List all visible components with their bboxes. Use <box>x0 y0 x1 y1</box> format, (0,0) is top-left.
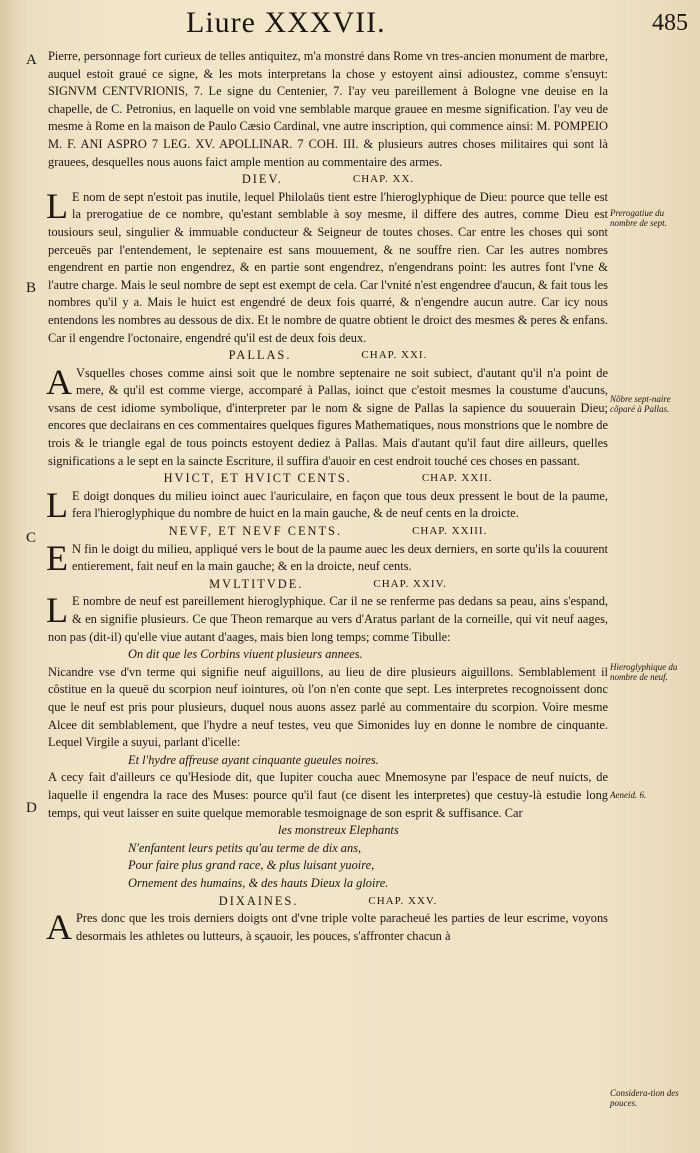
margin-note-pallas: Nõbre sept-naire cõparé à Pallas. <box>610 394 671 414</box>
paragraph-dixaines <box>46 907 608 948</box>
paragraph-neuf <box>46 537 608 578</box>
paragraph-text: Vsquelles choses comme ainsi soit que le nombre septenaire ne soit subiect, d'autant qu'il n'a point de mere, & qu'il est comme vierge, accomparé à Pallas, ioinct que c'estoit mesmes la coustume d'aucuns, vsans de cest idiome symbolique, d'interpreter par le nom & signe de Pallas la sapience du souuerain Dieu; encores que declairans en ces commentaires quelques figures Mathematiques, nous monstrions que le nombre de trois & le triangle egal de tous poincts estoyent dediez à Pallas. Mais d'autant qu'il faut dire ailleurs, quelles significations a le sept en la saincte Escriture, il suffira d'auoir en cest endroit touché ces choses en passant. <box>48 365 608 468</box>
margin-note-aeneid: Aeneid. 6. <box>610 790 647 800</box>
paragraph-multitude <box>46 590 608 646</box>
verse-virgile: Et l'hydre affreuse ayant cinquante gueules noires. <box>128 752 379 767</box>
heading-chapter: CHAP. XXII. <box>421 472 493 485</box>
paragraph-pallas <box>46 361 608 471</box>
paragraph-text: E doigt donques du milieu ioinct auec l'auriculaire, en façon que tous deux pressent le bout de la paume, fera l'hieroglyphique du nombre de huict en la main gauche, & de neuf cents en la droicte. <box>72 488 608 521</box>
verse-tibulle: On dit que les Corbins viuent plusieurs annees. <box>128 647 363 662</box>
heading-chapter: CHAP. XXIV. <box>373 577 447 590</box>
drop-cap: L <box>46 484 68 525</box>
margin-letter-a: A <box>26 52 37 68</box>
verse-elephants-2: N'enfantent leurs petits qu'au terme de dix ans, <box>128 840 362 855</box>
margin-letter-d: D <box>26 800 37 816</box>
verse-elephants-3: Pour faire plus grand race, & plus luisant yuoire, <box>128 858 375 873</box>
heading-dixaines <box>48 893 608 911</box>
paragraph-text: Pres donc que les trois derniers doigts ont d'vne triple volte paracheué les parties de leur escrime, voyons desormais les athletes ou lutteurs, à sçauoir, les pouces, s'affronter chacun à <box>76 911 608 943</box>
paragraph-huict <box>46 484 608 525</box>
heading-chapter: CHAP. XXI. <box>361 349 428 362</box>
running-title: Liure XXXVII. <box>186 6 386 39</box>
heading-title: DIXAINES. <box>218 893 299 908</box>
paragraph-intro: Pierre, personnage fort curieux de telles antiquitez, m'a monstré dans Rome vn tres-ancien monument de marbre, auquel estoit graué ce signe, & les mots interpretans la chose y estoyent ainsi adioustez, comme s'ensuyt: SIGNVM CENTVRIONIS, 7. Le signe du Centenier, 7. I'ay veu pareillement à Bologne vne deuise en la chapelle, de C. Petronius, en laquelle on void vne semblable marque grauee en mesme signification. I'ay veu de mesme à Rome en la maison de Paulo Cæsio Cardinal, vne autre inscription, qui commence ainsi: M. POMPEIO M. F. ANI ASPRO 7 LEG. XV. APOLLINAR. 7 COH. III. & plusieurs autres choses militaires qui sont là grauees, desquelles nous auons faict ample mention au commentaire des armes. <box>48 49 608 169</box>
margin-letter-c: C <box>26 530 37 546</box>
heading-title: NEVF, ET NEVF CENTS. <box>168 524 343 539</box>
main-text <box>46 48 608 948</box>
heading-title: DIEV. <box>241 172 283 187</box>
paragraph-nicandre: Nicandre vse d'vn terme qui signifie neuf aiguillons, au lieu de dire plusieurs aiguillons. Semblablement il côstitue en la queuë du scorpion neuf iointures, où l'on n'en conte que sept. Les interpretes recognoissent donc que le neuf est pris pour plusieurs, duquel nous auons assez parlé au commentaire du scorpion. Voire mesme Alcee dit semblablement, que l'hydre a neuf testes, veu que Simonides luy en donne le nombre de cinquante. Lequel Virgile a suyui, parlant d'icelle: <box>48 664 608 750</box>
verse-elephants-1: les monstreux Elephants <box>278 823 399 838</box>
heading-neuf <box>48 523 608 541</box>
page-header <box>0 6 700 42</box>
paragraph-text: N fin le doigt du milieu, appliqué vers le bout de la paume auec les deux derniers, en sorte qu'ils la couurent entierement, fait neuf en la main gauche; & en la droicte, neuf cents. <box>72 541 608 574</box>
paragraph-hesiode: A cecy fait d'ailleurs ce qu'Hesiode dit, que Iupiter coucha auec Mnemosyne par l'espace de neuf nuicts, de laquelle il engendra la race des Muses: pource qu'il faut (ce disent les interpretes) que cestuy-là estudie long temps, qui veut laisser en suite quelque memorable tesmoignage de son esprit & suffisance. Car <box>48 770 608 820</box>
heading-dieu <box>48 171 608 189</box>
page-number: 485 <box>652 10 688 36</box>
heading-chapter: CHAP. XXV. <box>368 894 438 907</box>
drop-cap: L <box>46 590 68 631</box>
heading-title: MVLTITVDE. <box>209 576 304 591</box>
paragraph-text: E nom de sept n'estoit pas inutile, lequel Philolaüs tient estre l'hieroglyphique de Dieu: pource que telle est la prerogatiue de ce nombre, qu'estant semblable à soy mesme, il differe des autres, comme Dieu est tousiours seul, singulier & immuable conducteur & Seigneur de toutes choses. Car entre les choses qui sont perceuës par l'entendement, le septenaire est sans mouuement, & ne souffre rien. Car les autres nombres engendrent en partie non engendrez, & en partie sont engendrez, n'engendrans point: les autres font l'vne & l'autre charge. Mais le seul nombre de sept est exempt de cela. Car l'vnité n'est engendree d'aucun, & fait tous les nombres qu'il y a. Mais le huict est engendré de deux fois quarré, & n'engendre aucun autre. Car icy nous entendons les nombres au dessous de dix. Et le nombre de quatre obtient le droict des mesmes & peres & enfans. Car il engendre l'octonaire, engendré qu'il est de deux fois deux. <box>48 189 608 345</box>
heading-pallas <box>48 347 608 365</box>
verse-elephants-4: Ornement des humains, & des hauts Dieux la gloire. <box>128 875 389 890</box>
heading-title: PALLAS. <box>228 348 292 363</box>
heading-chapter: CHAP. XX. <box>352 173 415 186</box>
margin-letter-b: B <box>26 280 37 296</box>
drop-cap: A <box>46 361 72 402</box>
drop-cap: L <box>46 185 68 226</box>
heading-huict <box>48 470 608 488</box>
drop-cap: A <box>46 907 72 948</box>
margin-note-prerogatiue: Prerogatiue du nombre de sept. <box>610 208 667 228</box>
heading-chapter: CHAP. XXIII. <box>412 525 488 538</box>
paragraph-text: E nombre de neuf est pareillement hieroglyphique. Car il ne se renferme pas dedans sa peau, ains s'espand, & en signifie plusieurs. Ce que Theon remarque au vers d'Aratus parlant de la corneille, qui vit neuf aages, non pas (dit-il) qu'elle viue autant d'aages, mais bien long temps; comme Tibulle: <box>48 594 608 644</box>
heading-title: HVICT, ET HVICT CENTS. <box>163 471 352 486</box>
heading-multitude <box>48 576 608 594</box>
paragraph-dieu <box>46 185 608 347</box>
margin-note-neuf: Hieroglyphique du nombre de neuf. <box>610 662 678 682</box>
margin-note-pouces: Considera-tion des pouces. <box>610 1088 679 1108</box>
drop-cap: E <box>46 537 68 578</box>
